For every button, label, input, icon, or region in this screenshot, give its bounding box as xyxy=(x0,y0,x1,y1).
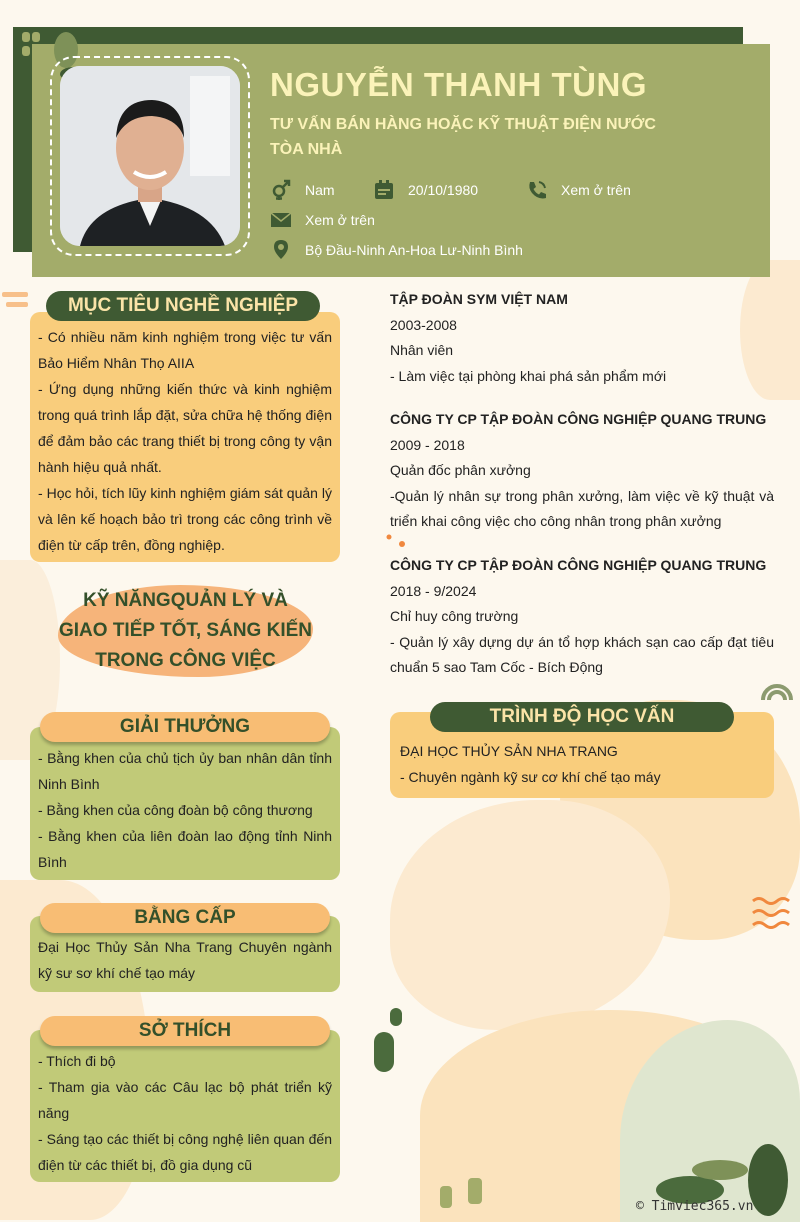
wave-lines-icon xyxy=(750,895,790,931)
experience-period: 2018 - 9/2024 xyxy=(390,582,477,599)
gender-icon xyxy=(270,179,292,201)
experience-company: CÔNG TY CP TẬP ĐOÀN CÔNG NGHIỆP QUANG TRUNG xyxy=(390,557,767,573)
experience-position: Quản đốc phân xưởng xyxy=(390,462,531,478)
job-title: TƯ VẤN BÁN HÀNG HOẶC KỸ THUẬT ĐIỆN NƯỚC TÒA NHÀ xyxy=(270,116,656,158)
experience-description: -Quản lý nhân sự trong phân xưởng, làm việc về kỹ thuật và triển khai công việc cho công nhân trong phân xưởng xyxy=(390,487,774,529)
email-value: Xem ở trên xyxy=(305,212,375,228)
hobby-item: - Thích đi bộ xyxy=(38,1053,116,1069)
objective-card xyxy=(30,312,340,562)
experience-entry xyxy=(390,553,774,681)
phone-icon xyxy=(526,179,548,201)
candidate-name: NGUYỄN THANH TÙNG xyxy=(270,66,647,103)
hobbies-title: SỞ THÍCH xyxy=(40,1016,330,1046)
phone-value: Xem ở trên xyxy=(561,182,631,198)
experience-position: Chỉ huy công trường xyxy=(390,608,519,624)
certificates-title: BẰNG CẤP xyxy=(40,903,330,933)
education-school: ĐẠI HỌC THỦY SẢN NHA TRANG xyxy=(400,743,618,759)
address-value: Bộ Đầu-Ninh An-Hoa Lư-Ninh Bình xyxy=(305,242,523,258)
hobbies-card xyxy=(30,1030,340,1182)
experience-position: Nhân viên xyxy=(390,342,454,358)
leaf-shape-icon xyxy=(372,1008,406,1072)
person-portrait-icon xyxy=(60,66,240,246)
awards-card xyxy=(30,727,340,880)
experience-company: CÔNG TY CP TẬP ĐOÀN CÔNG NGHIỆP QUANG TRUNG xyxy=(390,411,767,427)
awards-title: GIẢI THƯỞNG xyxy=(40,712,330,742)
experience-description: - Làm việc tại phòng khai phá sản phẩm mới xyxy=(390,367,667,384)
location-pin-icon xyxy=(270,239,292,261)
dots-icon xyxy=(384,532,414,550)
education-major: - Chuyên ngành kỹ sư cơ khí chế tạo máy xyxy=(400,769,661,785)
experience-period: 2003-2008 xyxy=(390,316,457,333)
hobby-item: - Tham gia vào các Câu lạc bộ phát triển kỹ năng xyxy=(38,1079,332,1121)
watermark: © Timviec365.vn xyxy=(636,1199,754,1214)
birthdate-value: 20/10/1980 xyxy=(408,182,479,198)
objective-item: - Học hỏi, tích lũy kinh nghiệm giám sát quản lý và lên kế hoạch bảo trì trong các công trình về điện từ cấp trên, đồng nghiệp. xyxy=(38,485,332,553)
hobby-item: - Sáng tạo các thiết bị công nghệ liên quan đến điện từ các thiết bị, đồ gia dụng cũ xyxy=(38,1131,332,1173)
info-phone xyxy=(526,179,631,201)
award-item: - Bằng khen của chủ tịch ủy ban nhân dân tỉnh Ninh Bình xyxy=(38,750,332,792)
stripes-icon xyxy=(2,290,30,312)
award-item: - Bằng khen của liên đoàn lao động tỉnh Ninh Bình xyxy=(38,828,332,870)
objective-title: MỤC TIÊU NGHỀ NGHIỆP xyxy=(46,291,320,321)
background-blob xyxy=(390,800,670,1030)
experience-company: TẬP ĐOÀN SYM VIỆT NAM xyxy=(390,291,568,307)
info-birthdate xyxy=(373,179,478,201)
skills-text: KỸ NĂNGQUẢN LÝ VÀ GIAO TIẾP TỐT, SÁNG KIẾN TRONG CÔNG VIỆC xyxy=(58,590,312,671)
experience-period: 2009 - 2018 xyxy=(390,436,465,453)
education-title: TRÌNH ĐỘ HỌC VẤN xyxy=(430,702,734,732)
gender-value: Nam xyxy=(305,182,335,198)
experience-description: - Quản lý xây dựng dự án tổ hợp khách sạn cao cấp đạt tiêu chuẩn 5 sao Tam Cốc - Bích Động xyxy=(390,633,774,675)
calendar-icon xyxy=(373,179,395,201)
experience-entry xyxy=(390,287,774,389)
objective-item: - Có nhiều năm kinh nghiệm trong việc tư vấn Bảo Hiểm Nhân Thọ AIIA xyxy=(38,329,332,371)
avatar xyxy=(60,66,240,246)
award-item: - Bằng khen của công đoàn bộ công thương xyxy=(38,802,313,818)
certificate-item: Đại Học Thủy Sản Nha Trang Chuyên ngành kỹ sư sơ khí chế tạo máy xyxy=(38,939,332,981)
objective-item: - Ứng dụng những kiến thức và kinh nghiệm trong quá trình lắp đặt, sửa chữa hệ thống điện để đảm bảo các trang thiết bị trong công ty vận hành hiệu quả nhất. xyxy=(38,381,332,475)
experience-entry xyxy=(390,407,774,535)
info-address xyxy=(270,239,523,261)
info-email xyxy=(270,209,375,231)
info-gender xyxy=(270,179,335,201)
email-icon xyxy=(270,209,292,231)
leaf-shape-icon xyxy=(440,1178,484,1208)
